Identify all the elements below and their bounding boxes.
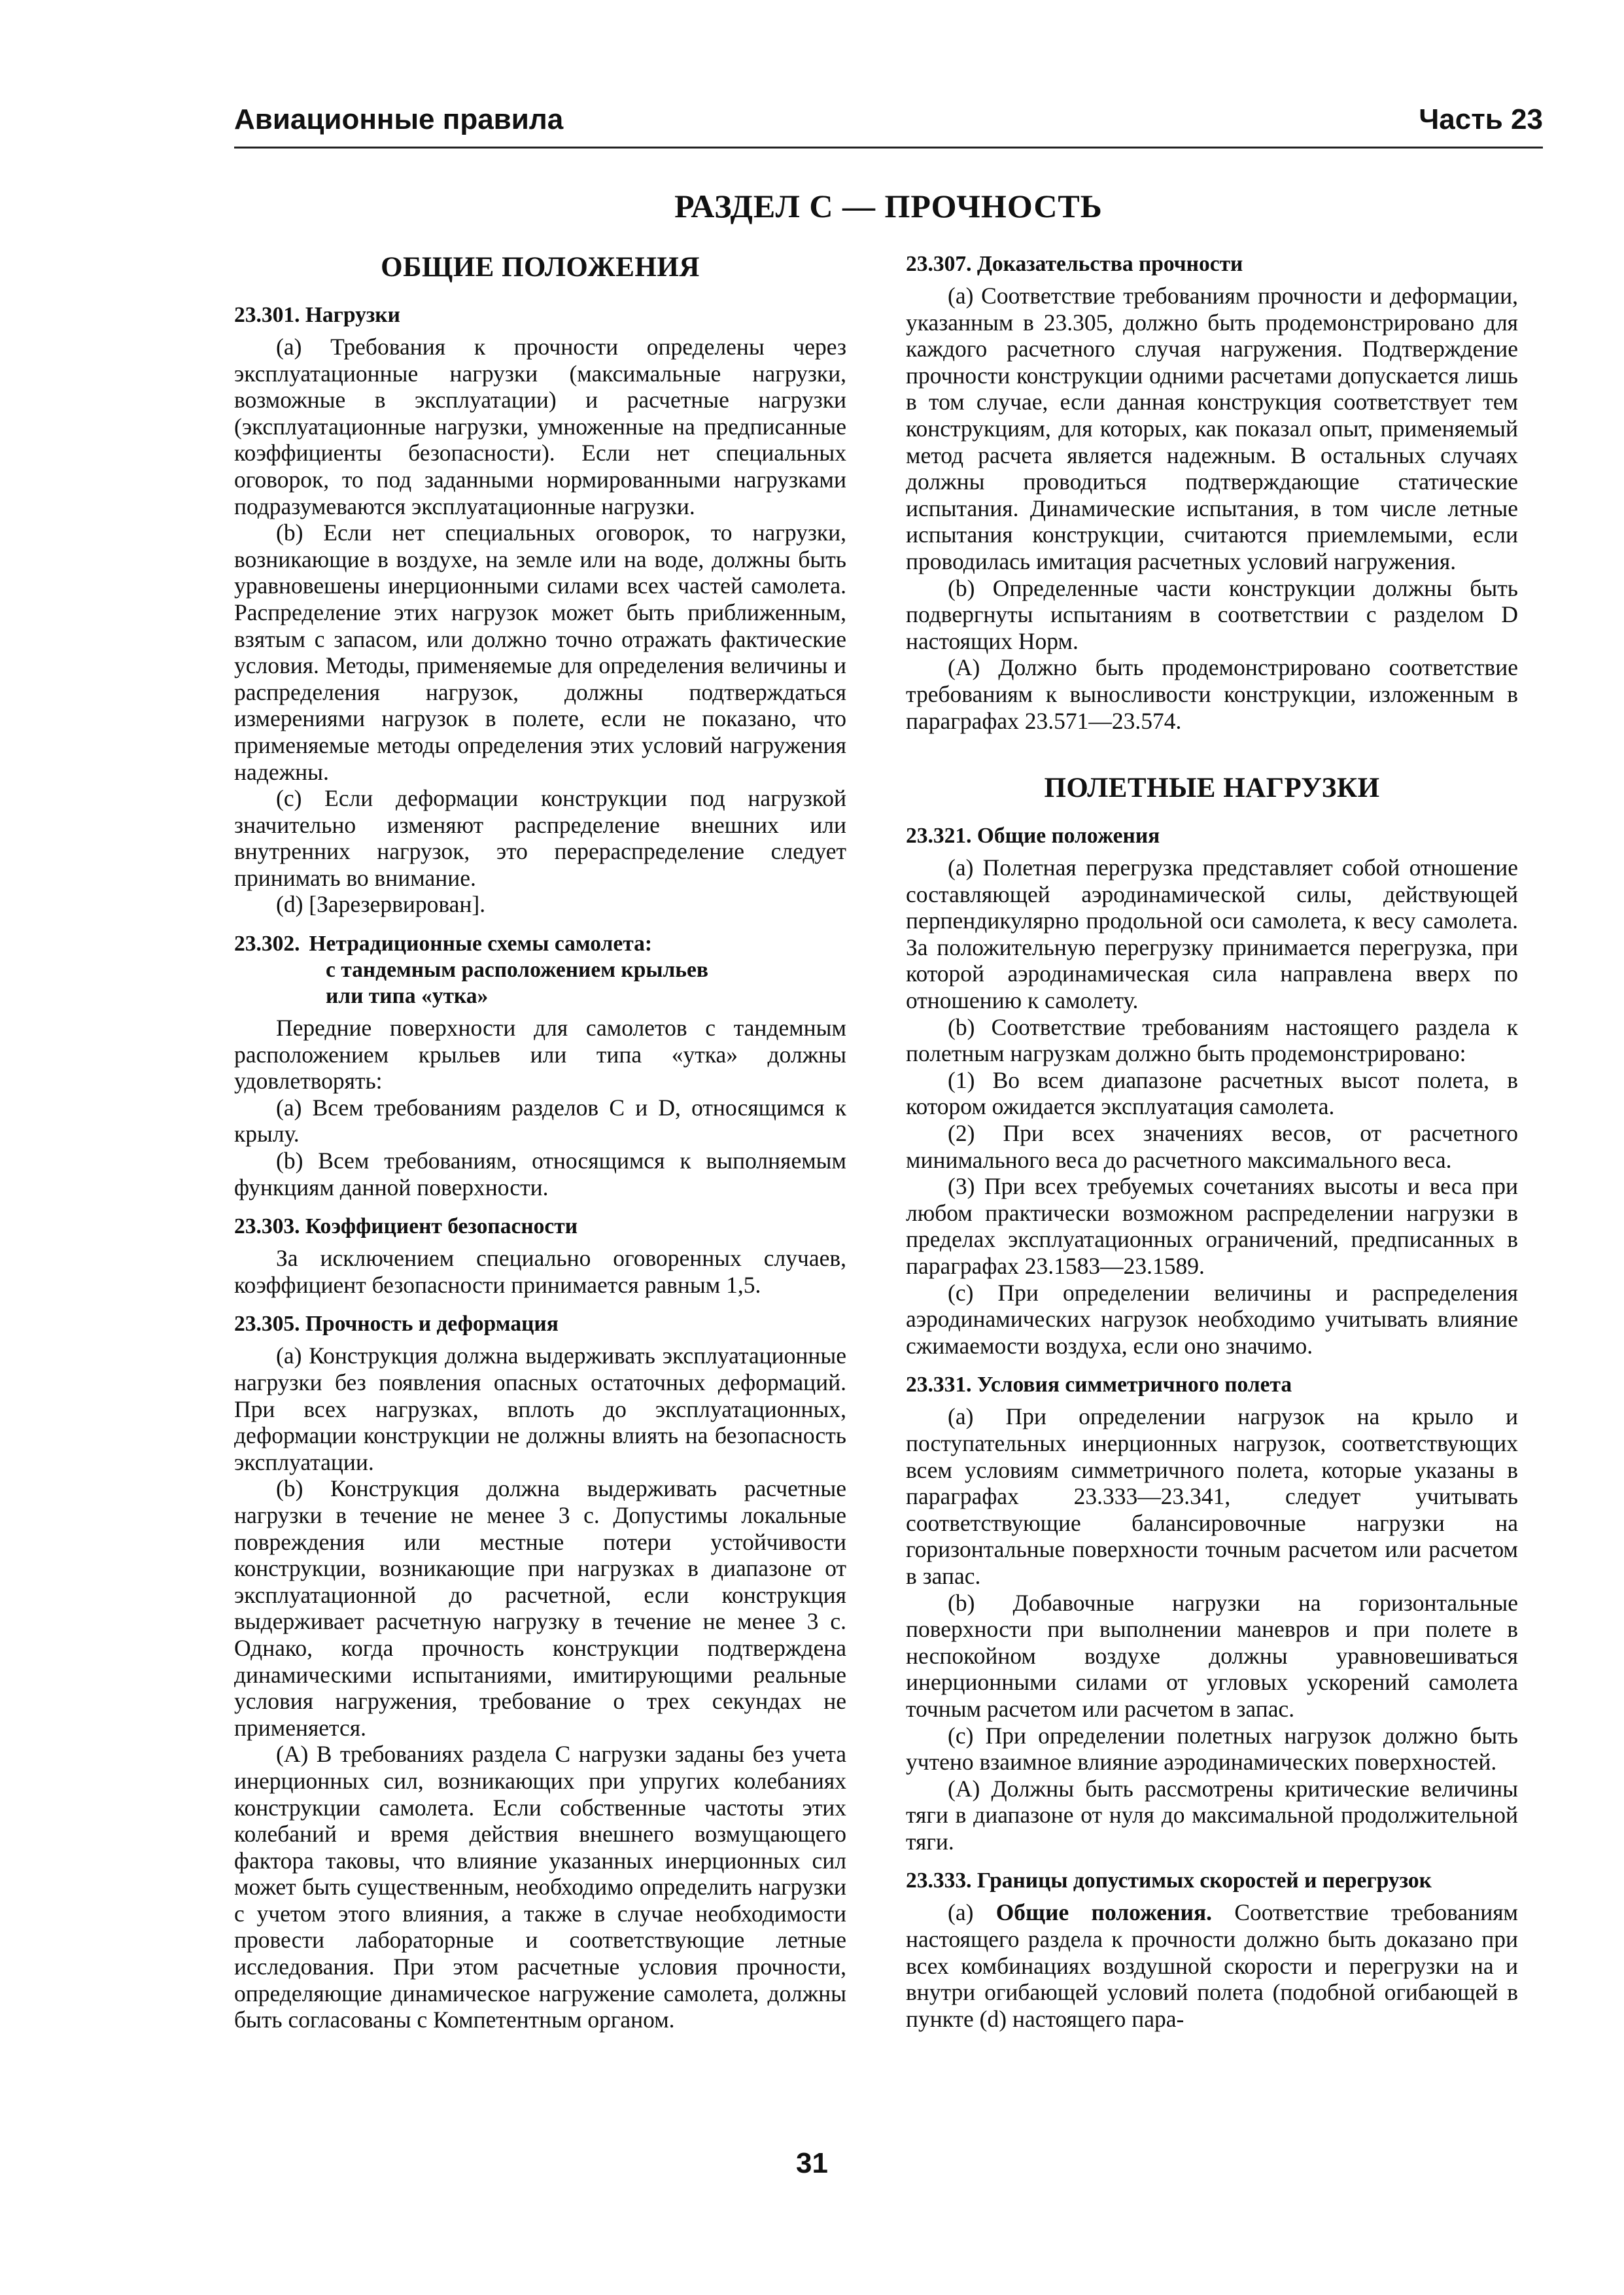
left-column bbox=[234, 251, 846, 2033]
section-23-331-title: 23.331. Условия симметричного полета bbox=[906, 1373, 1292, 1397]
section-23-301-title: 23.301. Нагрузки bbox=[234, 303, 400, 327]
item-text: Соответствие требованиям настоящего раздела к прочности должно быть доказано при всех комбинациях воздушной скорости и перегрузки на и внутри огибающей условий полета (подобной огибающей в пункте (d) настоящего пара- bbox=[906, 1899, 1518, 2032]
paragraph: (2) При всех значениях весов, от расчетного минимального веса до расчетного максимального веса. bbox=[906, 1120, 1518, 1173]
section-23-321-title: 23.321. Общие положения bbox=[906, 824, 1160, 849]
paragraph: (d) [Зарезервирован]. bbox=[276, 891, 486, 918]
paragraph: (А) Должно быть продемонстрировано соответствие требованиям к выносливости конструкции, изложенным в параграфах 23.571—23.574. bbox=[906, 654, 1518, 734]
paragraph: (с) При определении величины и распределения аэродинамических нагрузок необходимо учитывать влияние сжимаемости воздуха, если оно значимо. bbox=[906, 1279, 1518, 1359]
paragraph: (А) В требованиях раздела С нагрузки заданы без учета инерционных сил, возникающих при упругих колебаниях конструкции самолета. Если собственные частоты этих колебаний и время действия внешнего возмущающего фактора таковы, что влияние указанных инерционных сил может быть существенным, необходимо определить нагрузки с учетом этого влияния, а также в случае необходимости провести лабораторные и соответствующие летные исследования. При этом расчетные условия прочности, определяющие динамическое нагружение самолета, должны быть согласованы с Компетентным органом. bbox=[234, 1741, 846, 2033]
section-23-307-title: 23.307. Доказательства прочности bbox=[906, 252, 1243, 276]
paragraph: (b) Если нет специальных оговорок, то нагрузки, возникающие в воздухе, на земле или на воде, должны быть уравновешены инерционными силами всех частей самолета. Распределение этих нагрузок может быть приближенным, взятым с запасом, или должно точно отражать фактические условия. Методы, применяемые для определения величины и распределения нагрузок, должны подтверждаться измерениями нагрузок в полете, если не показано, что применяемые методы определения этих условий нагружения надежны. bbox=[234, 519, 846, 785]
paragraph: (b) Определенные части конструкции должны быть подвергнуты испытаниям в соответствии с разделом D настоящих Норм. bbox=[906, 574, 1518, 654]
paragraph: (b) Всем требованиям, относящимся к выполняемым функциям данной поверхности. bbox=[234, 1148, 846, 1200]
paragraph: Передние поверхности для самолетов с тандемным расположением крыльев или типа «утка» должны удовлетворять: bbox=[234, 1015, 846, 1095]
paragraph: (а) Всем требованиям разделов С и D, относящимся к крылу. bbox=[234, 1094, 846, 1148]
page-number: 31 bbox=[796, 2147, 828, 2179]
section-23-305-title: 23.305. Прочность и деформация bbox=[234, 1312, 559, 1337]
paragraph: За исключением специально оговоренных случаев, коэффициент безопасности принимается равным 1,5. bbox=[234, 1245, 846, 1298]
title-line: Нетрадиционные схемы самолета: bbox=[309, 932, 652, 956]
paragraph: (а) Конструкция должна выдерживать эксплуатационные нагрузки без появления опасных остаточных деформаций. При всех нагрузках, вплоть до эксплуатационных, деформации конструкции не должны влиять на безопасность эксплуатации. bbox=[234, 1342, 846, 1475]
paragraph: (b) Соответствие требованиям настоящего раздела к полетным нагрузкам должно быть продемонстрировано: bbox=[906, 1013, 1518, 1067]
title-line: или типа «утка» bbox=[326, 984, 489, 1009]
paragraph: (1) Во всем диапазоне расчетных высот полета, в котором ожидается эксплуатация самолета. bbox=[906, 1066, 1518, 1120]
title-line: с тандемным расположением крыльев bbox=[326, 958, 708, 983]
section-23-303-title: 23.303. Коэффициент безопасности bbox=[234, 1214, 578, 1239]
paragraph: (а) Соответствие требованиям прочности и деформации, указанным в 23.305, должно быть продемонстрировано для каждого расчетного случая нагружения. Подтверждение прочности конструкции одними расчетами допускается лишь в том случае, если данная конструкция соответствует тем конструкциям, для которых, как показал опыт, применяемый метод расчета является надежным. В остальных случаях должны проводиться подтверждающие статические испытания. Динамические испытания, в том числе летные испытания конструкции, считаются приемлемыми, если проводилась имитация расчетных условий нагружения. bbox=[906, 283, 1518, 574]
paragraph: (b) Конструкция должна выдерживать расчетные нагрузки в течение не менее 3 с. Допустимы локальные повреждения или местные потери устойчивости конструкции, возникающие при нагрузках в диапазоне от эксплуатационной до расчетной, если конструкция выдерживает расчетную нагрузку в течение не менее 3 с. Однако, когда прочность конструкции подтверждена динамическими испытаниями, имитирующими реальные условия нагружения, требование о трех секундах не применяется. bbox=[234, 1475, 846, 1741]
section-23-333-title: 23.333. Границы допустимых скоростей и перегрузок bbox=[906, 1868, 1432, 1893]
right-column bbox=[906, 251, 1518, 2032]
paragraph: (с) Если деформации конструкции под нагрузкой значительно изменяют распределение внешних или внутренних нагрузок, это перераспределение следует принимать во внимание. bbox=[234, 785, 846, 891]
section-title: РАЗДЕЛ С — ПРОЧНОСТЬ bbox=[674, 188, 1103, 224]
paragraph bbox=[906, 1899, 1518, 2032]
paragraph: (3) При всех требуемых сочетаниях высоты и веса при любом практически возможном распределении нагрузки в пределах эксплуатационных ограничений, предписанных в параграфах 23.1583—23.1589. bbox=[906, 1173, 1518, 1279]
paragraph: (а) Полетная перегрузка представляет собой отношение составляющей аэродинамической силы, действующей перпендикулярно продольной оси самолета, к весу самолета. За положительную перегрузку принимается перегрузка, при которой аэродинамическая сила направлена вверх по отношению к самолету. bbox=[906, 854, 1518, 1014]
running-header bbox=[234, 103, 1543, 149]
paragraph: (с) При определении полетных нагрузок должно быть учтено взаимное влияние аэродинамических поверхностей. bbox=[906, 1722, 1518, 1776]
header-document-title: Авиационные правила bbox=[234, 103, 564, 135]
header-part-number: Часть 23 bbox=[1419, 103, 1543, 135]
section-number: 23.302. bbox=[234, 932, 300, 956]
paragraph: (а) Требования к прочности определены через эксплуатационные нагрузки (максимальные нагрузки, возможные в эксплуатации) и расчетные нагрузки (эксплуатационные нагрузки, умноженные на предписанные коэффициенты безопасности). Если нет специальных оговорок, то под заданными нормированными нагрузками подразумеваются эксплуатационные нагрузки. bbox=[234, 334, 846, 519]
section-23-302-title bbox=[234, 931, 846, 1009]
paragraph: (а) При определении нагрузок на крыло и поступательных инерционных нагрузок, соответствующих всем условиям симметричного полета, которые указаны в параграфах 23.333—23.341, следует учитывать соответствующие балансировочные нагрузки на горизонтальные поверхности точным расчетом или расчетом в запас. bbox=[906, 1403, 1518, 1589]
item-bold-lead: Общие положения. bbox=[995, 1899, 1213, 1926]
paragraph: (b) Добавочные нагрузки на горизонтальные поверхности при выполнении маневров и при полете в неспокойном воздухе должны уравновешиваться инерционными силами от угловых ускорений самолета точным расчетом или расчетом в запас. bbox=[906, 1589, 1518, 1722]
heading-general-provisions: ОБЩИЕ ПОЛОЖЕНИЯ bbox=[381, 252, 700, 283]
item-label: (а) bbox=[948, 1899, 996, 1926]
heading-flight-loads: ПОЛЕТНЫЕ НАГРУЗКИ bbox=[1044, 773, 1380, 804]
paragraph: (А) Должны быть рассмотрены критические величины тяги в диапазоне от нуля до максимальной продолжительной тяги. bbox=[906, 1775, 1518, 1855]
